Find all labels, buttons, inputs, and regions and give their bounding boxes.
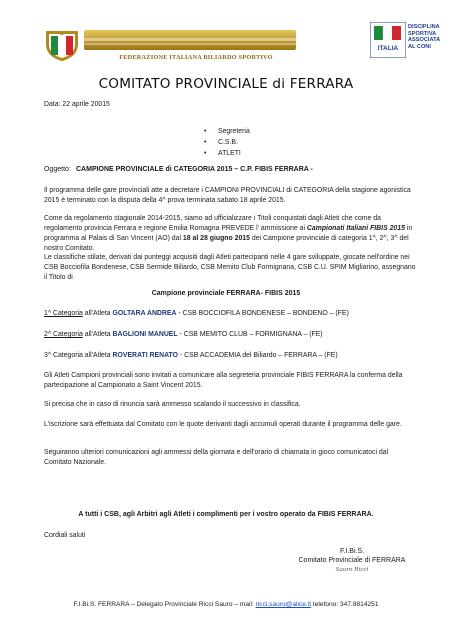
- signature-org: F.I.Bi.S.: [339, 548, 365, 555]
- recipient-item: • ATLETI: [204, 148, 250, 159]
- para-text: Come da regolamento stagionale 2014-2015, siamo ad ufficializzare i Titoli conquistati dagli Atleti che come da regolamento provincia Ferrara e regione Emilia Romagna PREVEDE l' ammissione ai: [44, 215, 381, 232]
- handwritten-signature: Sauro Ricci: [335, 566, 369, 573]
- category-row: [44, 309, 416, 318]
- category-row: [44, 330, 416, 339]
- coni-affiliation-text: [408, 24, 452, 50]
- category-mid: all'Atleta: [82, 310, 113, 317]
- footer-phone: telefono: 347.8814251: [311, 601, 379, 608]
- paragraph-renunciation: Si precisa che in caso di rinuncia sarà ammesso scalando il successivo in classifica.: [44, 401, 301, 408]
- club-name: - CSB BOCCIOFILA BONDENESE – BONDENO – (FE): [176, 310, 349, 317]
- paragraph-rankings: Le classifiche stilate, derivati dai punteggi acquisiti dagli Atleti partecipanti nelle 4 gare sviluppate, giocate nell'ordine nei CSB Bocciofila Bondenese, CSB Sermide Biliardo, CSB Memito Club Formignana, CSB C.U. SPIM Migliarino, assegnano il Titolo di: [44, 254, 416, 281]
- fibis-shield-logo: [44, 28, 80, 62]
- coni-text-line: DISCIPLINA SPORTIVA: [408, 24, 440, 37]
- recipient-item: • Segreteria: [204, 126, 250, 137]
- thanks-text: A tutti i CSB, agli Arbitri agli Atleti i complimenti per i vostro operato da FIBIS FERRARA.: [78, 511, 374, 518]
- para-text: dei Campione provinciale di categoria 1^, 2^, 3^ del nostro Comitato.: [44, 234, 409, 252]
- venue-name: Palais di San Vincent: [88, 234, 154, 242]
- club-name: - CSB ACCADEMIA del Biliardo – FERRARA – (FE): [178, 352, 338, 359]
- footer-email-link[interactable]: ricci.sauro@alice.it: [255, 601, 312, 608]
- subject-text: CAMPIONE PROVINCIALE di CATEGORIA 2015 – C.P. FIBIS FERRARA -: [76, 166, 313, 173]
- athlete-name: BAGLIONI MANUEL: [112, 331, 178, 338]
- fibis-wordmark-logo: [84, 28, 296, 52]
- subject-label: Oggetto:: [44, 166, 71, 173]
- club-name: - CSB MEMITO CLUB – FORMIGNANA – (FE): [177, 331, 323, 338]
- section-heading: Campione provinciale FERRARA- FIBIS 2015: [151, 290, 301, 297]
- athlete-name: ROVERATI RENATO: [112, 352, 178, 359]
- signature-block: [262, 547, 442, 575]
- signature-committee: Comitato Provinciale di FERRARA: [298, 557, 406, 565]
- coni-text-line: ASSOCIATA: [408, 37, 441, 44]
- category-mid: all'Atleta: [82, 331, 113, 338]
- footer-text: F.I.Bi.S. FERRARA – Delegato Provinciale Ricci Sauro – mail:: [73, 601, 256, 608]
- category-label: 3^ Categoria: [44, 352, 83, 359]
- coni-logo-text: ITALIA: [377, 45, 399, 52]
- athlete-name: GOLTARA ANDREA: [112, 310, 177, 317]
- paragraph-intro: Il programma delle gare provinciali atte a decretare i CAMPIONI PROVINCIALI di CATEGORIA della stagione agonistica 2015 è terminato con la disputa della 4^ prova terminata sabato 18 aprile 2015.: [44, 187, 411, 204]
- coni-text-line: AL CONI: [408, 43, 431, 50]
- paragraph-communications: Seguiranno ulteriori comunicazioni agli ammessi della giornata e dell'orario di chiamata in gioco comunicatoci dal Comitato Nazionale.: [44, 449, 389, 466]
- paragraph-invitation: Gli Atleti Campioni provinciali sono invitati a comunicare alla segreteria provinciale FIBIS FERRARA la conferma della partecipazione al Campionato a Saint Vincent 2015.: [44, 372, 403, 389]
- category-mid: all'Atleta: [82, 352, 113, 359]
- footer: [0, 601, 452, 608]
- document-title: COMITATO PROVINCIALE di FERRARA: [98, 76, 354, 92]
- recipient-item: • C.S.B.: [204, 137, 250, 148]
- event-dates: 18 al 28 giugno 2015: [182, 234, 250, 242]
- category-label: 2^ Categoria: [44, 331, 83, 338]
- date-line: Data: 22 aprile 20015: [44, 101, 110, 108]
- para-text: (AO) dal: [153, 234, 183, 242]
- federation-name: FEDERAZIONE ITALIANA BILIARDO SPORTIVO: [119, 54, 273, 61]
- thanks-line: [0, 511, 452, 518]
- subject-line: [44, 166, 313, 173]
- recipient-list: [204, 126, 250, 159]
- category-label: 1^ Categoria: [44, 310, 83, 317]
- italia-coni-logo: [370, 22, 406, 58]
- category-row: [44, 351, 416, 360]
- para-text: in programma al: [44, 224, 413, 242]
- paragraph-registration: L'iscrizione sarà effettuata dal Comitato con le quote derivanti dagli accumuli operati durante il programma delle gare.: [44, 421, 402, 428]
- championship-name: Campionati Italiani FIBIS 2015: [306, 224, 405, 232]
- closing-line: Cordiali saluti: [44, 532, 86, 539]
- paragraph-regulation: [44, 214, 416, 254]
